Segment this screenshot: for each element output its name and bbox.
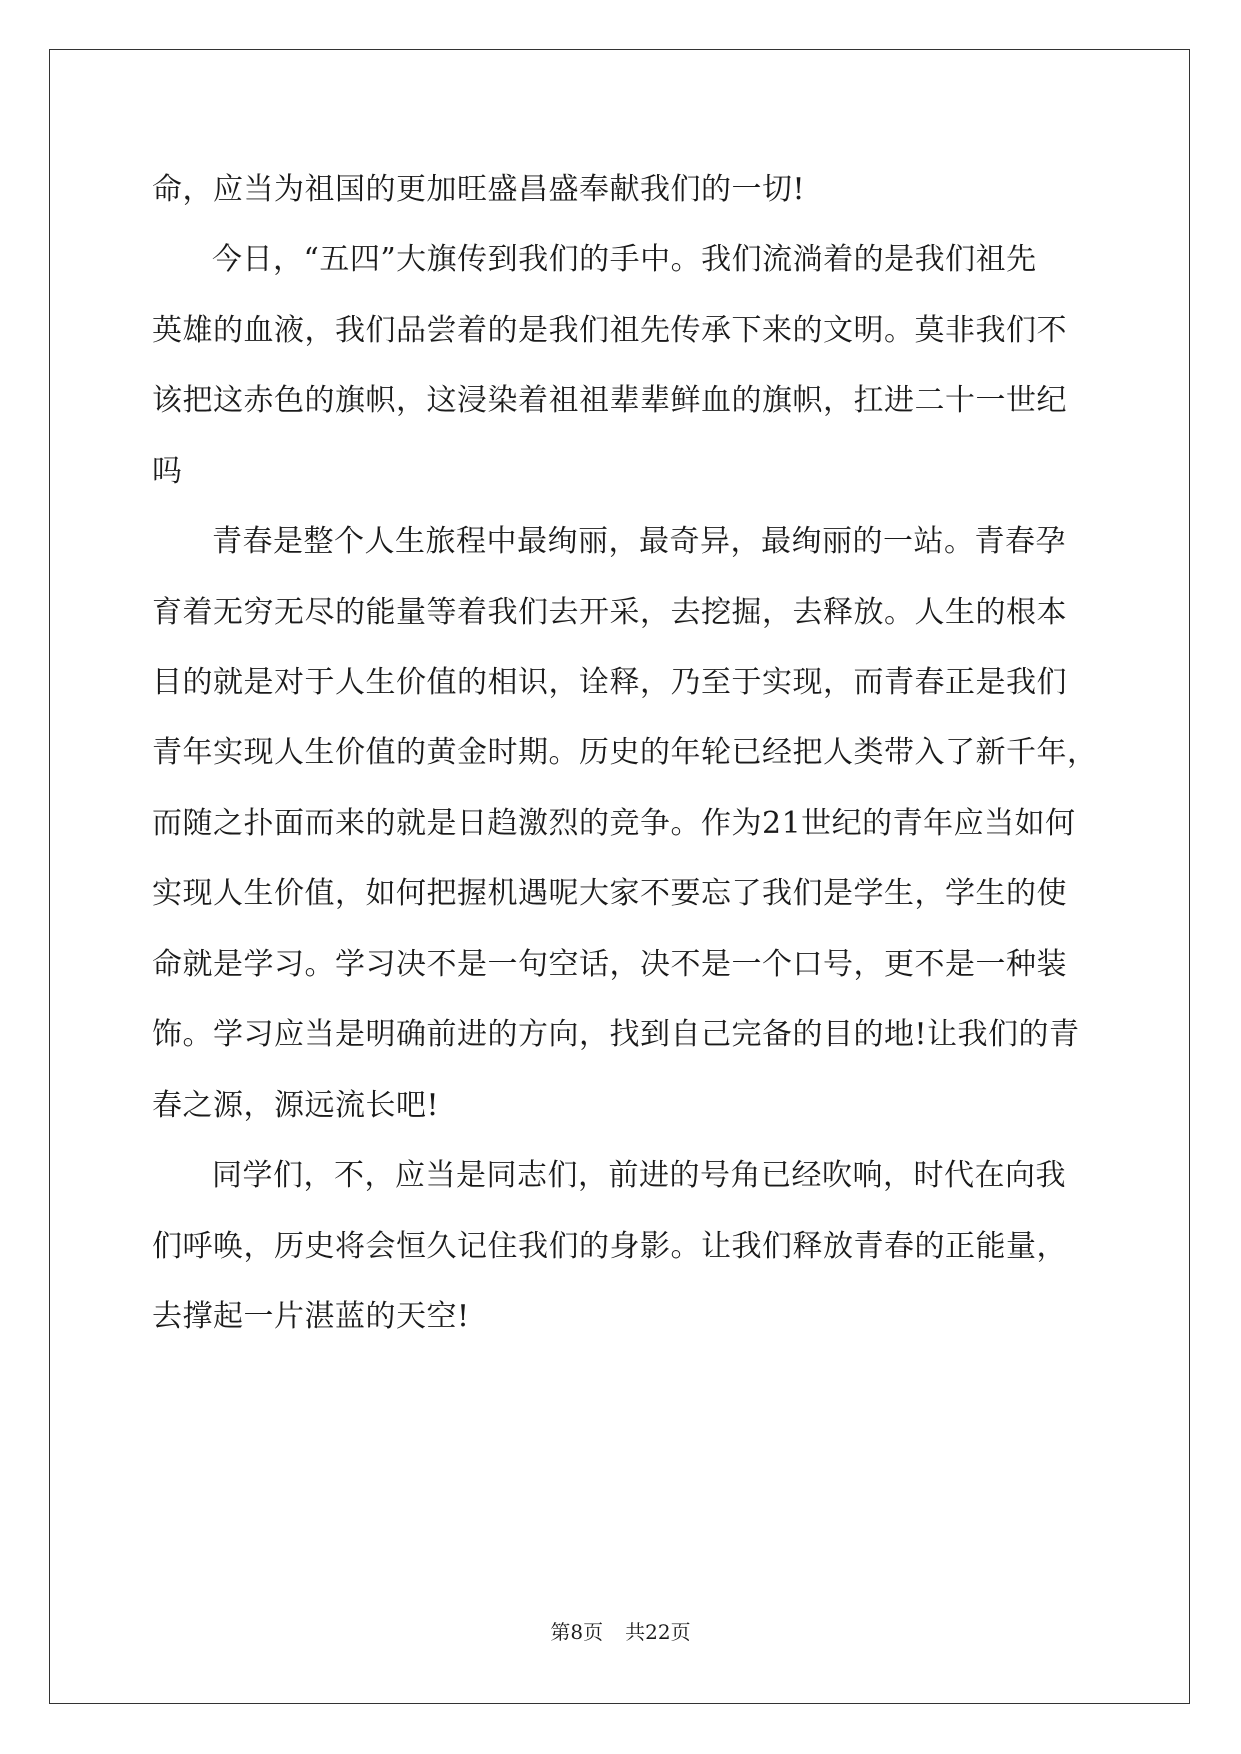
body-text-line: 们呼唤，历史将会恒久记住我们的身影。让我们释放青春的正能量， <box>152 1229 1067 1264</box>
body-text-line: 该把这赤色的旗帜，这浸染着祖祖辈辈鲜血的旗帜，扛进二十一世纪 <box>152 383 1067 418</box>
body-text-line: 春之源，源远流长吧! <box>152 1088 440 1123</box>
page-total: 共22页 <box>625 1620 691 1644</box>
body-text-line: 育着无穷无尽的能量等着我们去开采，去挖掘，去释放。人生的根本 <box>152 595 1067 630</box>
body-text-line: 而随之扑面而来的就是日趋激烈的竞争。作为21世纪的青年应当如何 <box>152 806 1076 841</box>
body-text-line: 饰。学习应当是明确前进的方向，找到自己完备的目的地!让我们的青 <box>152 1017 1080 1052</box>
body-text-line: 吗 <box>152 454 183 489</box>
body-text-line: 目的就是对于人生价值的相识，诠释，乃至于实现，而青春正是我们 <box>152 665 1067 700</box>
paragraph-first-line: 同学们，不，应当是同志们，前进的号角已经吹响，时代在向我 <box>212 1158 1066 1193</box>
body-text-line: 去撑起一片湛蓝的天空! <box>152 1299 470 1334</box>
paragraph-first-line: 青春是整个人生旅程中最绚丽，最奇异，最绚丽的一站。青春孕 <box>212 524 1066 559</box>
body-text-line: 实现人生价值，如何把握机遇呢大家不要忘了我们是学生，学生的使 <box>152 876 1067 911</box>
body-text-line: 英雄的血液，我们品尝着的是我们祖先传承下来的文明。莫非我们不 <box>152 313 1067 348</box>
paragraph-first-line: 今日，“五四”大旗传到我们的手中。我们流淌着的是我们祖先 <box>212 242 1037 277</box>
body-text-line: 青年实现人生价值的黄金时期。历史的年轮已经把人类带入了新千年， <box>152 735 1098 770</box>
page-number: 第8页 <box>550 1620 604 1644</box>
body-text-line: 命就是学习。学习决不是一句空话，决不是一个口号，更不是一种装 <box>152 947 1067 982</box>
body-text-line: 命，应当为祖国的更加旺盛昌盛奉献我们的一切! <box>152 172 806 207</box>
page-footer <box>0 1620 1241 1644</box>
